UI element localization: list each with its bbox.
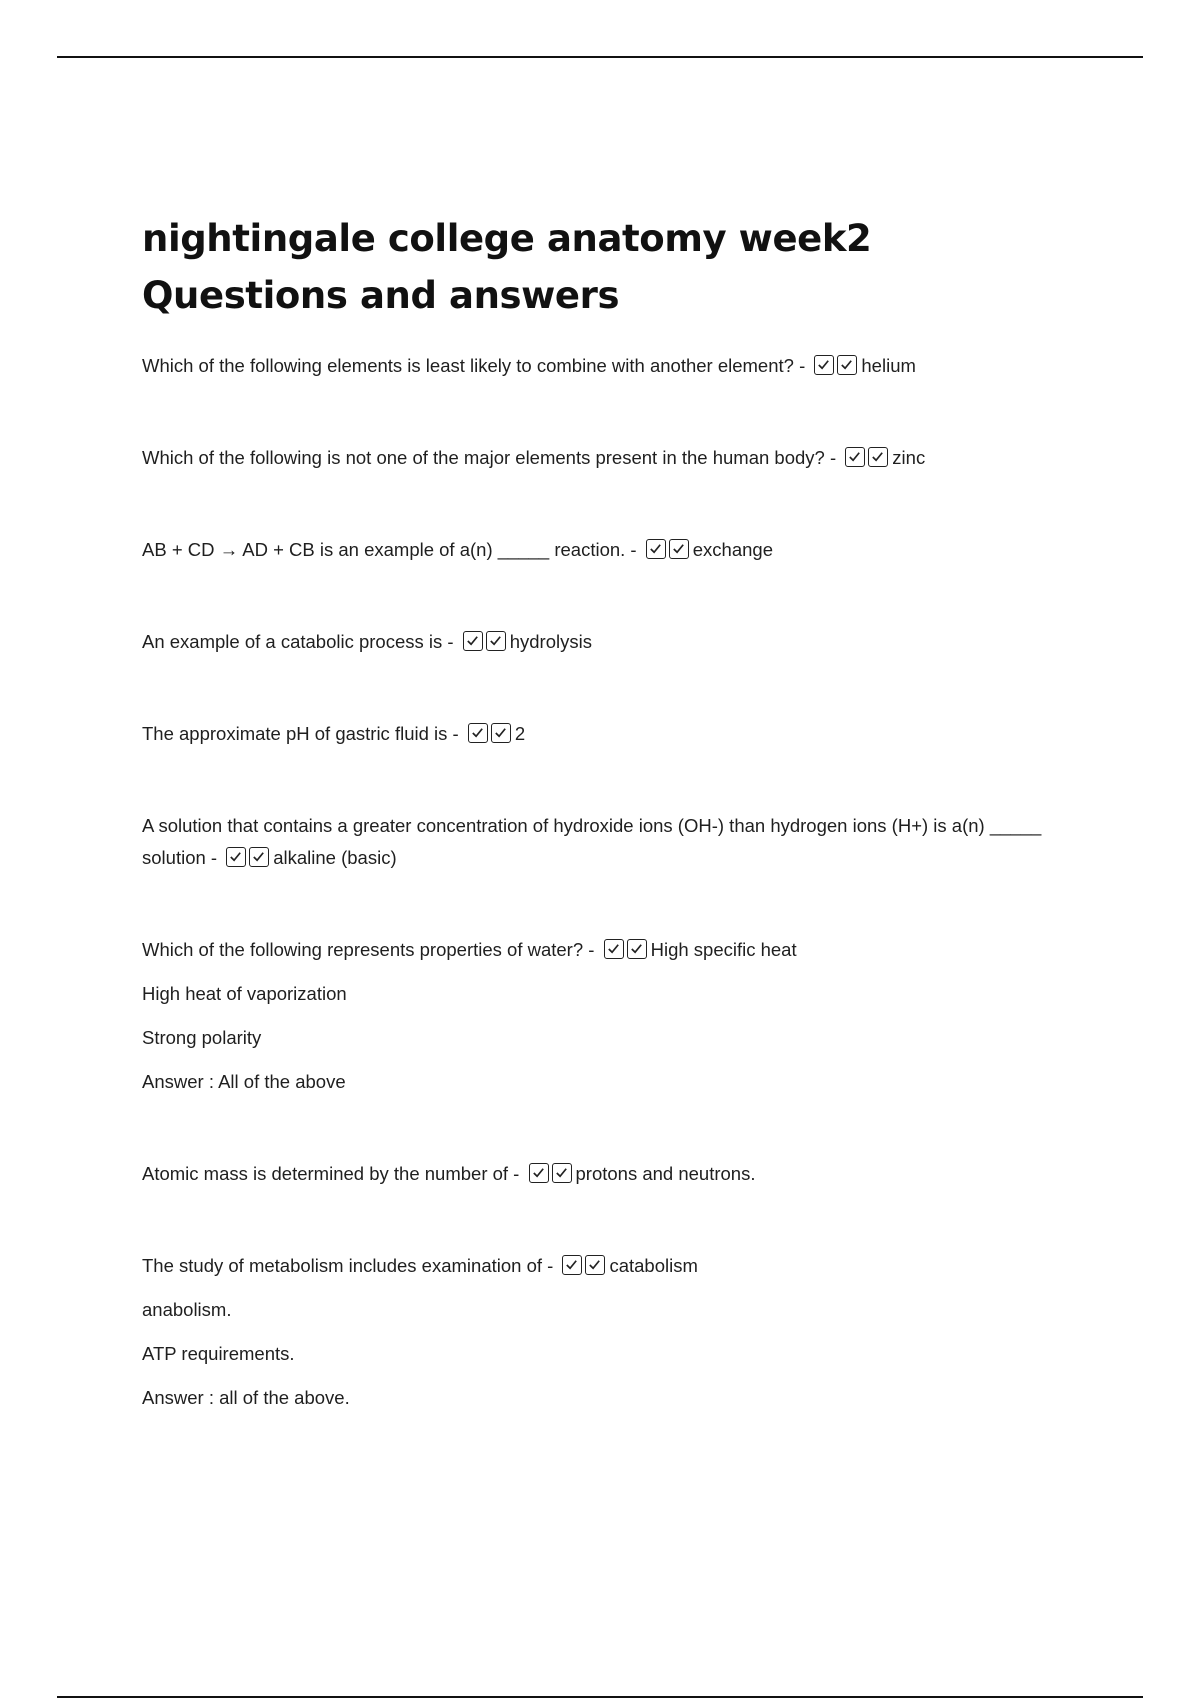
qa-item [142, 810, 1072, 874]
check-box-icon [226, 847, 246, 867]
separator: - [583, 939, 600, 960]
check-box-icon [529, 1163, 549, 1183]
check-box-icon [814, 355, 834, 375]
check-box-icon [604, 939, 624, 959]
question-line [142, 1158, 1072, 1190]
answer-markers [604, 934, 650, 966]
check-box-icon [463, 631, 483, 651]
answer-text: exchange [692, 539, 773, 560]
separator: - [625, 539, 642, 560]
question-line [142, 718, 1072, 750]
separator: - [442, 631, 459, 652]
bottom-rule [57, 1696, 1143, 1698]
answer-text: catabolism [609, 1255, 698, 1276]
answer-text: zinc [892, 447, 926, 468]
answer-line: Answer : all of the above. [142, 1387, 350, 1408]
check-box-icon [868, 447, 888, 467]
top-rule [57, 56, 1143, 58]
check-box-icon [845, 447, 865, 467]
question-text: Atomic mass is determined by the number of [142, 1163, 509, 1184]
answer-text: helium [861, 355, 916, 376]
question-line [142, 442, 1072, 474]
separator: - [793, 355, 811, 376]
question-line [142, 810, 1072, 874]
check-box-icon [669, 539, 689, 559]
answer-text: hydrolysis [509, 631, 592, 652]
answer-markers [226, 842, 272, 874]
separator: - [824, 447, 842, 468]
answer-text: alkaline (basic) [273, 847, 397, 868]
answer-line: anabolism. [142, 1299, 232, 1320]
answer-markers [562, 1250, 608, 1282]
question-text: An example of a catabolic process is [142, 631, 443, 652]
check-box-icon [627, 939, 647, 959]
document-title: nightingale college anatomy week2 Questions and answers [142, 217, 872, 317]
check-box-icon [837, 355, 857, 375]
question-text: AB + CD → AD + CB is an example of a(n) _____ reaction. [142, 539, 626, 560]
qa-item [142, 534, 1072, 566]
check-box-icon [585, 1255, 605, 1275]
answer-text: High specific heat [650, 939, 797, 960]
qa-item [142, 442, 1072, 474]
check-box-icon [646, 539, 666, 559]
qa-item [142, 1250, 1072, 1414]
answer-line: Strong polarity [142, 1027, 262, 1048]
question-text: Which of the following is not one of the major elements present in the human body? [142, 447, 825, 468]
question-text: Which of the following elements is least likely to combine with another element? [142, 355, 794, 376]
separator: - [447, 723, 464, 744]
question-line [142, 626, 1072, 658]
check-box-icon [562, 1255, 582, 1275]
answer-markers [845, 442, 891, 474]
check-box-icon [249, 847, 269, 867]
question-text: The approximate pH of gastric fluid is [142, 723, 448, 744]
answer-text: protons and neutrons. [575, 1163, 756, 1184]
question-text: The study of metabolism includes examination of [142, 1255, 543, 1276]
check-box-icon [491, 723, 511, 743]
check-box-icon [552, 1163, 572, 1183]
separator: - [542, 1255, 559, 1276]
question-text: Which of the following represents properties of water? [142, 939, 584, 960]
separator: - [205, 847, 223, 868]
separator: - [508, 1163, 525, 1184]
answer-line: ATP requirements. [142, 1343, 295, 1364]
qa-item [142, 350, 1072, 382]
question-line [142, 534, 1072, 566]
question-text: A solution that contains a greater concentration of hydroxide ions (OH-) than hydrogen ions (H+) is a(n) _____ solution [142, 815, 1042, 868]
question-line [142, 934, 1072, 966]
answer-markers [463, 626, 509, 658]
check-box-icon [486, 631, 506, 651]
qa-item [142, 626, 1072, 658]
document-body [142, 210, 1072, 1474]
answer-line: Answer : All of the above [142, 1071, 346, 1092]
answer-text: 2 [514, 723, 526, 744]
answer-line: High heat of vaporization [142, 983, 347, 1004]
answer-markers [468, 718, 514, 750]
qa-item [142, 1158, 1072, 1190]
check-box-icon [468, 723, 488, 743]
answer-markers [814, 350, 860, 382]
qa-item [142, 718, 1072, 750]
answer-markers [646, 534, 692, 566]
answer-markers [529, 1158, 575, 1190]
question-line [142, 1250, 1072, 1282]
qa-item [142, 934, 1072, 1098]
question-line [142, 350, 1072, 382]
